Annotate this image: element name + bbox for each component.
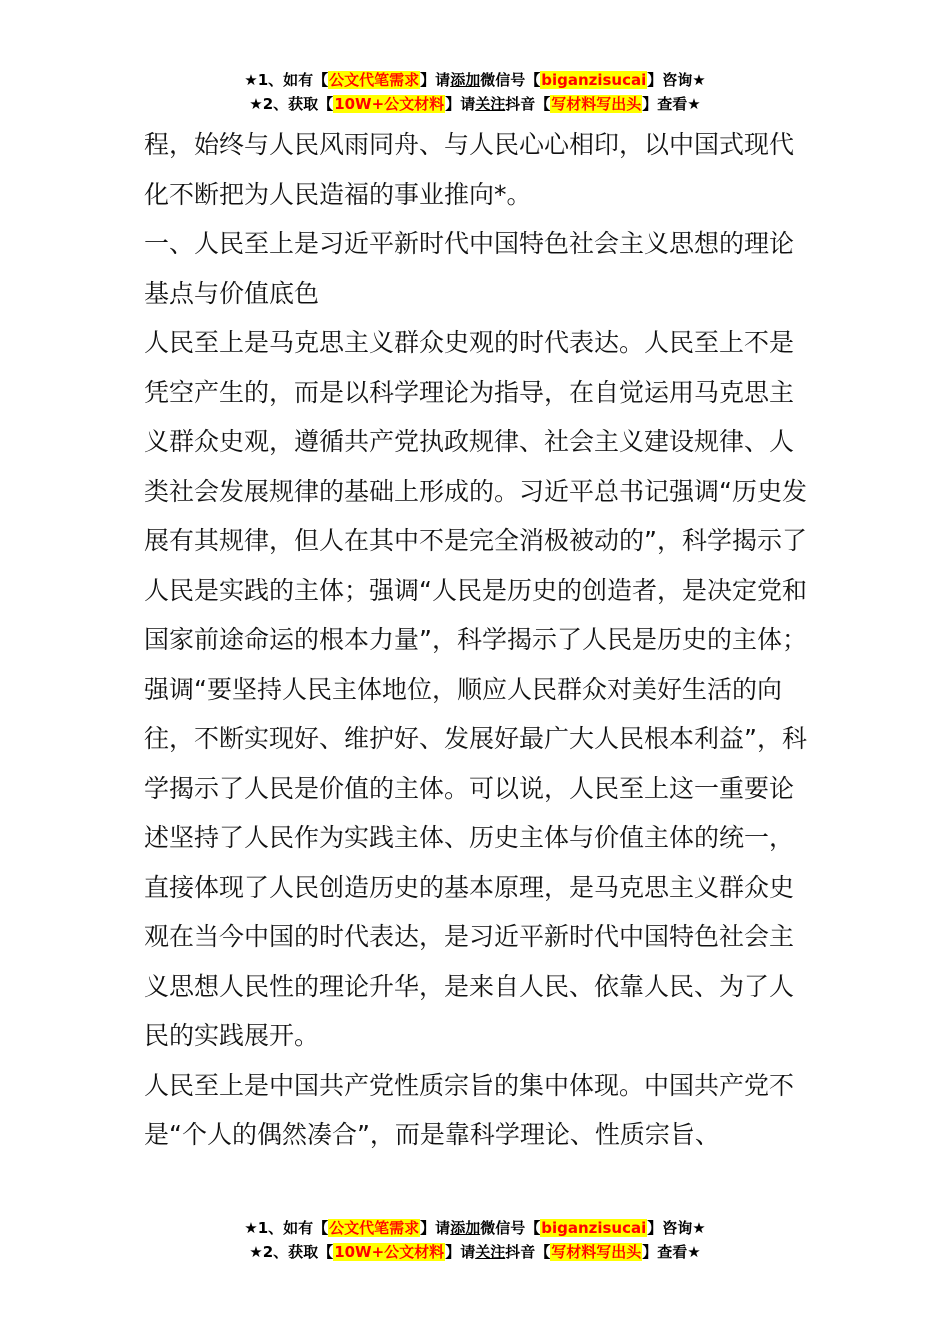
- footer-line-1-prefix: ★1、如有【: [244, 1219, 329, 1237]
- header-banner: [0, 68, 950, 116]
- banner-line-1-middle-2: 微信号【: [480, 71, 541, 89]
- section-heading: 一、人民至上是习近平新时代中国特色社会主义思想的理论基点与价值底色: [144, 229, 795, 308]
- footer-banner-line-2: [0, 1240, 950, 1264]
- footer-highlight-douyin-account: 写材料写出头: [551, 1243, 642, 1261]
- banner-highlight-service: 公文代笔需求: [329, 71, 420, 89]
- banner-line-1: [0, 68, 950, 92]
- footer-line-1-suffix: 】咨询★: [647, 1219, 706, 1237]
- banner-line-1-suffix: 】咨询★: [647, 71, 706, 89]
- banner-highlight-douyin-account: 写材料写出头: [551, 95, 642, 113]
- banner-line-2-prefix: ★2、获取【: [249, 95, 334, 113]
- banner-line-2-middle: 】请: [445, 95, 476, 113]
- banner-highlight-wechat-id: biganzisucai: [541, 71, 647, 89]
- footer-banner-line-1: [0, 1216, 950, 1240]
- banner-emphasis-add: 添加: [450, 71, 481, 89]
- footer-emphasis-add: 添加: [450, 1219, 481, 1237]
- footer-line-2-middle-2: 抖音【: [505, 1243, 551, 1261]
- footer-line-2-prefix: ★2、获取【: [249, 1243, 334, 1261]
- footer-highlight-wechat-id: biganzisucai: [541, 1219, 647, 1237]
- banner-line-2: [0, 92, 950, 116]
- footer-highlight-materials: 10W+公文材料: [334, 1243, 445, 1261]
- banner-highlight-materials: 10W+公文材料: [334, 95, 445, 113]
- footer-line-2-suffix: 】查看★: [642, 1243, 701, 1261]
- document-body: [144, 120, 809, 1160]
- banner-line-2-suffix: 】查看★: [642, 95, 701, 113]
- footer-line-1-middle-2: 微信号【: [480, 1219, 541, 1237]
- footer-banner: [0, 1216, 950, 1264]
- footer-line-2-middle: 】请: [445, 1243, 476, 1261]
- footer-highlight-service: 公文代笔需求: [329, 1219, 420, 1237]
- banner-emphasis-follow: 关注: [475, 95, 506, 113]
- footer-emphasis-follow: 关注: [475, 1243, 506, 1261]
- banner-line-1-prefix: ★1、如有【: [244, 71, 329, 89]
- banner-line-1-middle: 】请: [420, 71, 451, 89]
- banner-line-2-middle-2: 抖音【: [505, 95, 551, 113]
- footer-line-1-middle: 】请: [420, 1219, 451, 1237]
- paragraph-marxist-view: 人民至上是马克思主义群众史观的时代表达。人民至上不是凭空产生的，而是以科学理论为指导，在自觉运用马克思主义群众史观，遵循共产党执政规律、社会主义建设规律、人类社会发展规律的基础上形成的。习近平总书记强调“历史发展有其规律，但人在其中不是完全消极被动的”，科学揭示了人民是实践的主体；强调“人民是历史的创造者，是决定党和国家前途命运的根本力量”，科学揭示了人民是历史的主体；强调“要坚持人民主体地位，顺应人民群众对美好生活的向往，不断实现好、维护好、发展好最广大人民根本利益”，科学揭示了人民是价值的主体。可以说，人民至上这一重要论述坚持了人民作为实践主体、历史主体与价值主体的统一，直接体现了人民创造历史的基本原理，是马克思主义群众史观在当今中国的时代表达，是习近平新时代中国特色社会主义思想人民性的理论升华，是来自人民、依靠人民、为了人民的实践展开。: [144, 328, 807, 1050]
- paragraph-continuation: 程，始终与人民风雨同舟、与人民心心相印，以中国式现代化不断把为人民造福的事业推向*。: [144, 130, 795, 209]
- paragraph-party-nature: 人民至上是中国共产党性质宗旨的集中体现。中国共产党不是“个人的偶然凑合”，而是靠科学理论、性质宗旨、: [144, 1070, 795, 1149]
